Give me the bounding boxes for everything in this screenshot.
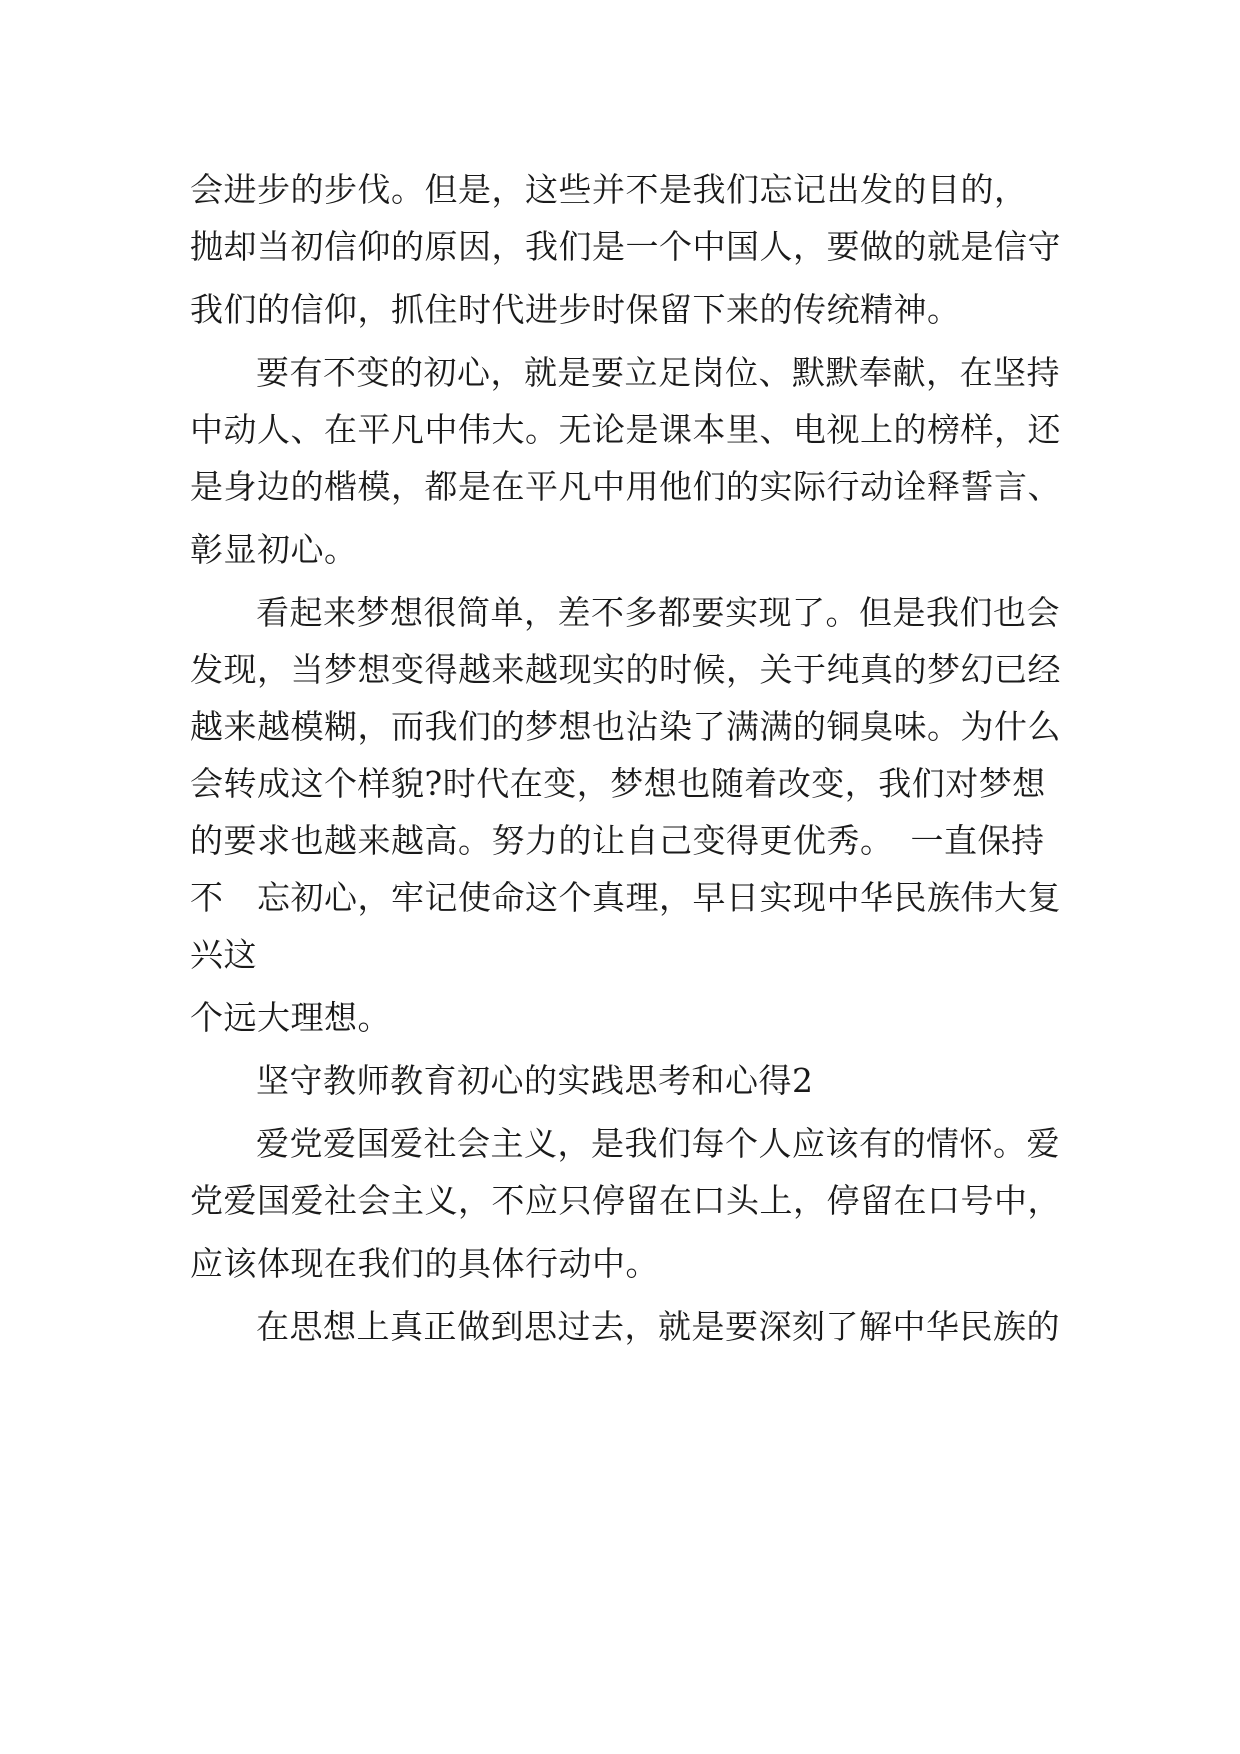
text-line: 中动人、在平凡中伟大。无论是课本里、电视上的榜样，还 <box>190 410 1061 449</box>
text-line: 会进步的步伐。但是，这些并不是我们忘记出发的目的， <box>190 170 1028 209</box>
paragraph-start-line: 要有不变的初心，就是要立足岗位、默默奉献，在坚持 <box>256 353 1060 392</box>
paragraph-start-line: 看起来梦想很简单，差不多都要实现了。但是我们也会 <box>256 593 1060 632</box>
text-line: 发现，当梦想变得越来越现实的时候，关于纯真的梦幻已经 <box>190 650 1061 689</box>
text-line: 不 忘初心，牢记使命这个真理，早日实现中华民族伟大复 <box>190 878 1061 917</box>
text-line: 党爱国爱社会主义，不应只停留在口头上，停留在口号中， <box>190 1181 1061 1220</box>
paragraph-start-line: 在思想上真正做到思过去，就是要深刻了解中华民族的 <box>256 1307 1060 1346</box>
text-line: 越来越模糊，而我们的梦想也沾染了满满的铜臭味。为什么 <box>190 707 1061 746</box>
text-line: 兴这 <box>190 935 257 974</box>
text-line: 彰显初心。 <box>190 530 358 569</box>
text-line: 的要求也越来越高。努力的让自己变得更优秀。 一直保持 <box>190 821 1045 860</box>
text-line: 是身边的楷模，都是在平凡中用他们的实际行动诠释誓言、 <box>190 467 1061 506</box>
text-line: 会转成这个样貌?时代在变，梦想也随着改变，我们对梦想 <box>190 764 1046 803</box>
text-line: 个远大理想。 <box>190 998 391 1037</box>
text-line: 我们的信仰，抓住时代进步时保留下来的传统精神。 <box>190 290 961 329</box>
text-line: 抛却当初信仰的原因，我们是一个中国人，要做的就是信守 <box>190 227 1061 266</box>
text-line: 应该体现在我们的具体行动中。 <box>190 1244 659 1283</box>
paragraph-start-line: 爱党爱国爱社会主义，是我们每个人应该有的情怀。爱 <box>256 1124 1060 1163</box>
section-heading: 坚守教师教育初心的实践思考和心得2 <box>256 1061 814 1100</box>
